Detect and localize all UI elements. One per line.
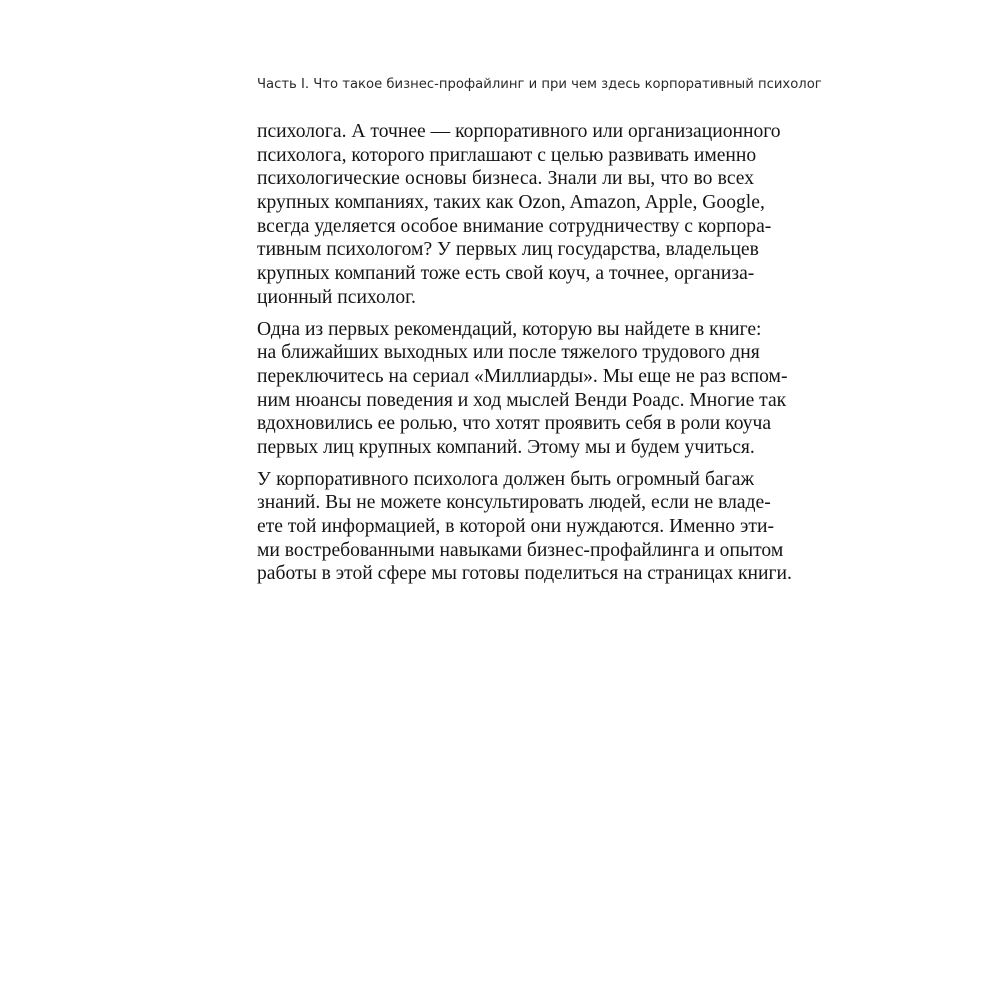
text-line: крупных компаний тоже есть свой коуч, а точнее, организа-	[257, 263, 755, 285]
body-text	[257, 120, 792, 594]
text-line: ционный психолог.	[257, 286, 416, 308]
text-line: ми востребованными навыками бизнес-профайлинга и опытом	[257, 539, 784, 561]
text-line: переключитесь на сериал «Миллиарды». Мы еще не раз вспом-	[257, 365, 788, 387]
text-line: психолога. А точнее — корпоративного или организационного	[257, 121, 781, 142]
running-header: Часть I. Что такое бизнес-профайлинг и при чем здесь корпоративный психолог	[257, 77, 822, 92]
text-line: Одна из первых рекомендаций, которую вы найдете в книге:	[257, 318, 762, 340]
text-line: всегда уделяется особое внимание сотрудничеству с корпора-	[257, 215, 772, 237]
text-line: ете той информацией, в которой они нуждаются. Именно эти-	[257, 516, 774, 537]
text-line: ним нюансы поведения и ход мыслей Венди Роадс. Многие так	[257, 389, 787, 411]
text-line: психологические основы бизнеса. Знали ли вы, что во всех	[257, 168, 754, 190]
text-line: первых лиц крупных компаний. Этому мы и будем учиться.	[257, 436, 755, 458]
text-line: на ближайших выходных или после тяжелого трудового дня	[257, 342, 760, 364]
text-line: знаний. Вы не можете консультировать людей, если не владе-	[257, 492, 771, 514]
text-line: У корпоративного психолога должен быть огромный багаж	[257, 468, 754, 490]
paragraph-2	[257, 318, 788, 460]
paragraph-3	[257, 468, 792, 586]
text-line: вдохновились ее ролью, что хотят проявить себя в роли коуча	[257, 413, 772, 435]
text-line: крупных компаниях, таких как Ozon, Amazon, Apple, Google,	[257, 192, 765, 214]
text-line: работы в этой сфере мы готовы поделиться на страницах книги.	[257, 563, 792, 585]
paragraph-1	[257, 120, 781, 310]
text-line: психолога, которого приглашают с целью развивать именно	[257, 144, 757, 166]
text-line: тивным психологом? У первых лиц государства, владельцев	[257, 239, 759, 261]
